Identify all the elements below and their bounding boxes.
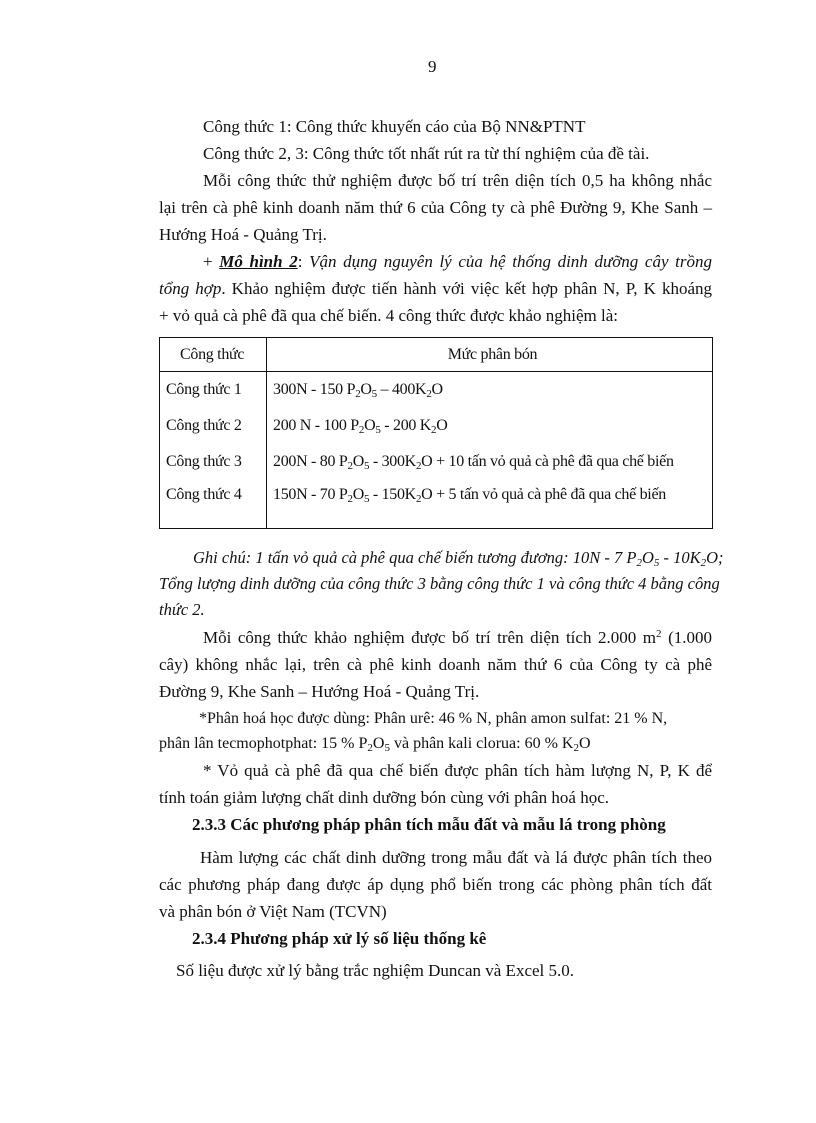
intro-line-2: Công thức 2, 3: Công thức tốt nhất rút ra từ thí nghiệm của đề tài. (203, 144, 650, 163)
rate-cell: 300N - 150 $P_2O_5 - 400K_2O$ (267, 372, 713, 408)
intro-line-3: Mỗi công thức thử nghiệm được bố trí trên diện tích 0,5 ha không nhắc (203, 171, 712, 190)
chem-line-1: *Phân hoá học được dùng: Phân urê: 46 % N, phân amon sulfat: 21 % N, (199, 710, 668, 727)
model2-prefix: + (203, 252, 220, 271)
section-2-3-3-heading: 2.3.3 Các phương pháp phân tích mẫu đất và mẫu lá trong phòng (192, 815, 666, 834)
rate-cell: 200N - 80 $P_2O_5 - 300K_2O + 10$ tấn vỏ quả cà phê đã qua chế biến (267, 444, 713, 480)
formula-cell: Công thức 2 (160, 408, 267, 444)
model2-title-b: tổng hợp (159, 279, 222, 298)
table-row (160, 480, 713, 529)
model2-line-2 (159, 278, 712, 300)
s233-line-1: Hàm lượng các chất dinh dưỡng trong mẫu đất và lá được phân tích theo (200, 848, 712, 867)
note-line-1: Ghi chú: 1 tấn vỏ quả cà phê qua chế biến tương đương: 10N - 7 $P_2O_5 - 10K_2O$; (193, 548, 724, 569)
model2-label: Mô hình 2 (219, 252, 298, 271)
note-line-3: thức 2. (159, 600, 205, 619)
page-number: 9 (428, 57, 437, 76)
chem-line-2: phân lân tecmophotphat: 15 % $P_2O_5$ và phân kali clorua: 60 % $K_2O$ (159, 735, 591, 754)
table-row (160, 444, 713, 480)
header-fertilizer-rate: Mức phân bón (267, 338, 713, 372)
table-row (160, 372, 713, 408)
formula-cell: Công thức 4 (160, 480, 267, 529)
husk-line-2: tính toán giảm lượng chất dinh dưỡng bón cùng với phân hoá học. (159, 788, 610, 807)
formula-cell: Công thức 1 (160, 372, 267, 408)
model2-title-a: Vận dụng nguyên lý của hệ thống dinh dưỡng cây trồng (309, 252, 712, 271)
table-row (160, 408, 713, 444)
s234-line-1: Số liệu được xử lý bằng trắc nghiệm Duncan và Excel 5.0. (176, 961, 575, 980)
husk-line-1: * Vỏ quả cà phê đã qua chế biến được phân tích hàm lượng N, P, K để (203, 761, 712, 780)
header-formula: Công thức (160, 338, 267, 372)
para2-line-1: Mỗi công thức khảo nghiệm được bố trí trên diện tích 2.000 $m^2$ (1.000 (203, 628, 712, 647)
formula-cell: Công thức 3 (160, 444, 267, 480)
intro-line-1: Công thức 1: Công thức khuyến cáo của Bộ NN&PTNT (203, 117, 586, 136)
para2-line-2: cây) không nhắc lại, trên cà phê kinh doanh năm thứ 6 của Công ty cà phê (159, 655, 712, 674)
model2-text-b: . Khảo nghiệm được tiến hành với việc kết hợp phân N, P, K khoáng (221, 279, 712, 298)
rate-cell: 150N - 70 $P_2O_5 - 150K_2O + 5$ tấn vỏ quả cà phê đã qua chế biến (267, 480, 713, 529)
rate-cell: 200 N - 100 $P_2O_5 - 200$ $K_2O$ (267, 408, 713, 444)
note-line-2: Tổng lượng dinh dưỡng của công thức 3 bằng công thức 1 và công thức 4 bằng công (159, 574, 720, 593)
para2-line-3: Đường 9, Khe Sanh – Hướng Hoá - Quảng Trị. (159, 682, 480, 701)
table-header-row (160, 338, 713, 372)
intro-line-5: Hướng Hoá - Quảng Trị. (159, 225, 327, 244)
model2-line-1 (203, 251, 712, 273)
section-2-3-4-heading: 2.3.4 Phương pháp xử lý số liệu thống kê (192, 929, 487, 948)
intro-line-4: lại trên cà phê kinh doanh năm thứ 6 của Công ty cà phê Đường 9, Khe Sanh – (159, 198, 712, 217)
s233-line-3: và phân bón ở Việt Nam (TCVN) (159, 902, 387, 921)
model2-colon: : (297, 252, 310, 271)
s233-line-2: các phương pháp đang được áp dụng phổ biến trong các phòng phân tích đất (159, 875, 712, 894)
model2-line-3: + vỏ quả cà phê đã qua chế biến. 4 công thức được khảo nghiệm là: (159, 306, 619, 325)
fertilizer-table (159, 337, 713, 529)
